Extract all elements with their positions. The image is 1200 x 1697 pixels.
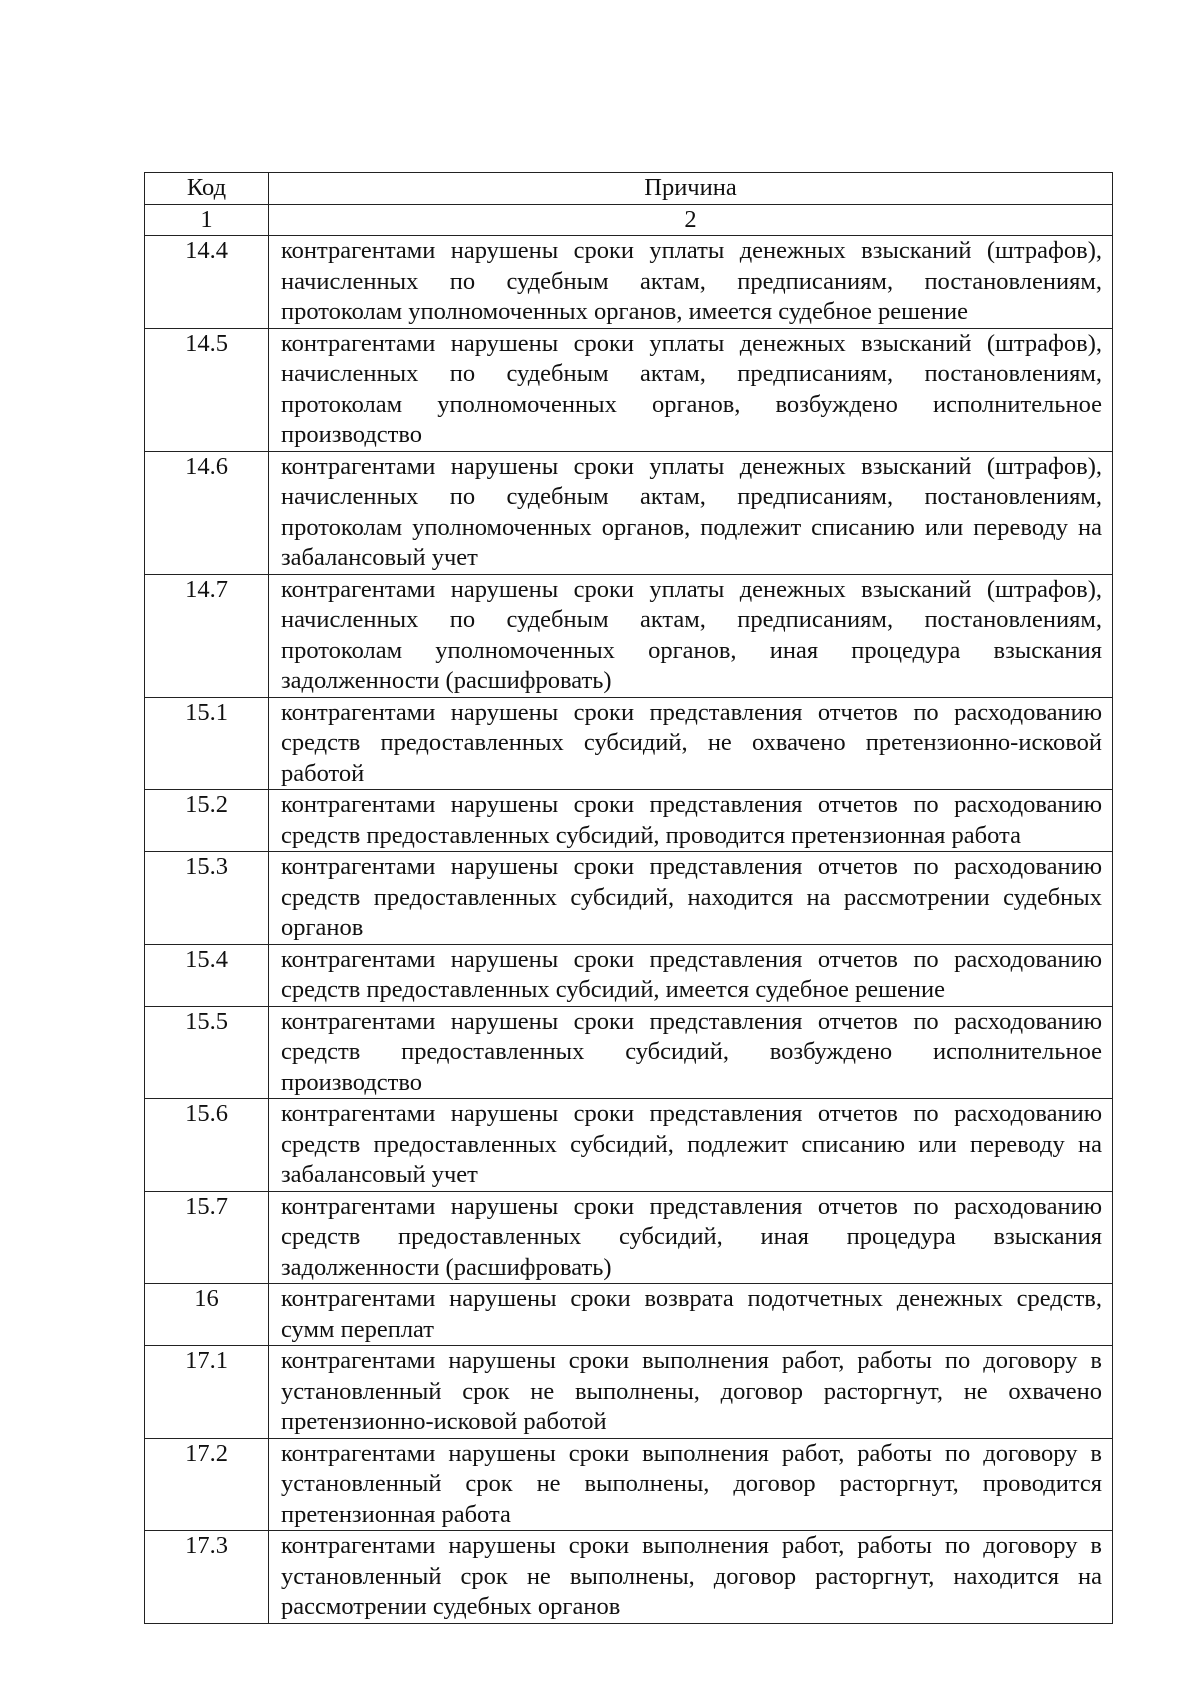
row-code: 17.3: [145, 1531, 269, 1624]
row-code: 15.3: [145, 852, 269, 945]
row-reason: контрагентами нарушены сроки представления отчетов по расходованию средств предоставленных субсидий, находится на рассмотрении судебных органов: [269, 852, 1113, 945]
table-row: [145, 451, 1113, 574]
table-row: [145, 944, 1113, 1006]
table-row: [145, 1284, 1113, 1346]
row-code: 17.1: [145, 1346, 269, 1439]
table-row: [145, 1531, 1113, 1624]
row-code: 15.1: [145, 697, 269, 790]
row-reason: контрагентами нарушены сроки выполнения работ, работы по договору в установленный срок не выполнены, договор расторгнут, проводится претензионная работа: [269, 1438, 1113, 1531]
table-row: [145, 328, 1113, 451]
row-reason: контрагентами нарушены сроки представления отчетов по расходованию средств предоставленных субсидий, возбуждено исполнительное производство: [269, 1006, 1113, 1099]
table-row: [145, 1191, 1113, 1284]
row-reason: контрагентами нарушены сроки представления отчетов по расходованию средств предоставленных субсидий, проводится претензионная работа: [269, 790, 1113, 852]
row-reason: контрагентами нарушены сроки уплаты денежных взысканий (штрафов), начисленных по судебным актам, предписаниям, постановлениям, протоколам уполномоченных органов, подлежит списанию или переводу на забалансовый учет: [269, 451, 1113, 574]
row-reason: контрагентами нарушены сроки уплаты денежных взысканий (штрафов), начисленных по судебным актам, предписаниям, постановлениям, протоколам уполномоченных органов, иная процедура взыскания задолженности (расшифровать): [269, 574, 1113, 697]
row-reason: контрагентами нарушены сроки представления отчетов по расходованию средств предоставленных субсидий, имеется судебное решение: [269, 944, 1113, 1006]
row-reason: контрагентами нарушены сроки представления отчетов по расходованию средств предоставленных субсидий, не охвачено претензионно-исковой работой: [269, 697, 1113, 790]
table-row: [145, 1346, 1113, 1439]
row-reason: контрагентами нарушены сроки выполнения работ, работы по договору в установленный срок не выполнены, договор расторгнут, находится на рассмотрении судебных органов: [269, 1531, 1113, 1624]
row-reason: контрагентами нарушены сроки возврата подотчетных денежных средств, сумм переплат: [269, 1284, 1113, 1346]
table-row: [145, 1099, 1113, 1192]
row-code: 14.7: [145, 574, 269, 697]
row-code: 15.6: [145, 1099, 269, 1192]
row-reason: контрагентами нарушены сроки представления отчетов по расходованию средств предоставленных субсидий, подлежит списанию или переводу на забалансовый учет: [269, 1099, 1113, 1192]
row-code: 14.5: [145, 328, 269, 451]
row-code: 15.5: [145, 1006, 269, 1099]
table-row: [145, 1006, 1113, 1099]
column-number-reason: 2: [269, 204, 1113, 236]
column-header-code: Код: [145, 173, 269, 205]
row-code: 14.6: [145, 451, 269, 574]
table-body: [145, 236, 1113, 1624]
row-reason: контрагентами нарушены сроки представления отчетов по расходованию средств предоставленных субсидий, иная процедура взыскания задолженности (расшифровать): [269, 1191, 1113, 1284]
column-number-code: 1: [145, 204, 269, 236]
row-reason: контрагентами нарушены сроки уплаты денежных взысканий (штрафов), начисленных по судебным актам, предписаниям, постановлениям, протоколам уполномоченных органов, имеется судебное решение: [269, 236, 1113, 329]
row-reason: контрагентами нарушены сроки уплаты денежных взысканий (штрафов), начисленных по судебным актам, предписаниям, постановлениям, протоколам уполномоченных органов, возбуждено исполнительное производство: [269, 328, 1113, 451]
table-row: [145, 574, 1113, 697]
table-row: [145, 852, 1113, 945]
table-row: [145, 1438, 1113, 1531]
row-code: 16: [145, 1284, 269, 1346]
table-row: [145, 790, 1113, 852]
table-header-row: [145, 173, 1113, 205]
row-code: 15.7: [145, 1191, 269, 1284]
table-row: [145, 236, 1113, 329]
reason-code-table: [144, 172, 1113, 1624]
row-code: 15.2: [145, 790, 269, 852]
row-code: 14.4: [145, 236, 269, 329]
column-header-reason: Причина: [269, 173, 1113, 205]
row-code: 17.2: [145, 1438, 269, 1531]
row-code: 15.4: [145, 944, 269, 1006]
row-reason: контрагентами нарушены сроки выполнения работ, работы по договору в установленный срок не выполнены, договор расторгнут, не охвачено претензионно-исковой работой: [269, 1346, 1113, 1439]
table-row: [145, 697, 1113, 790]
column-numbering-row: [145, 204, 1113, 236]
